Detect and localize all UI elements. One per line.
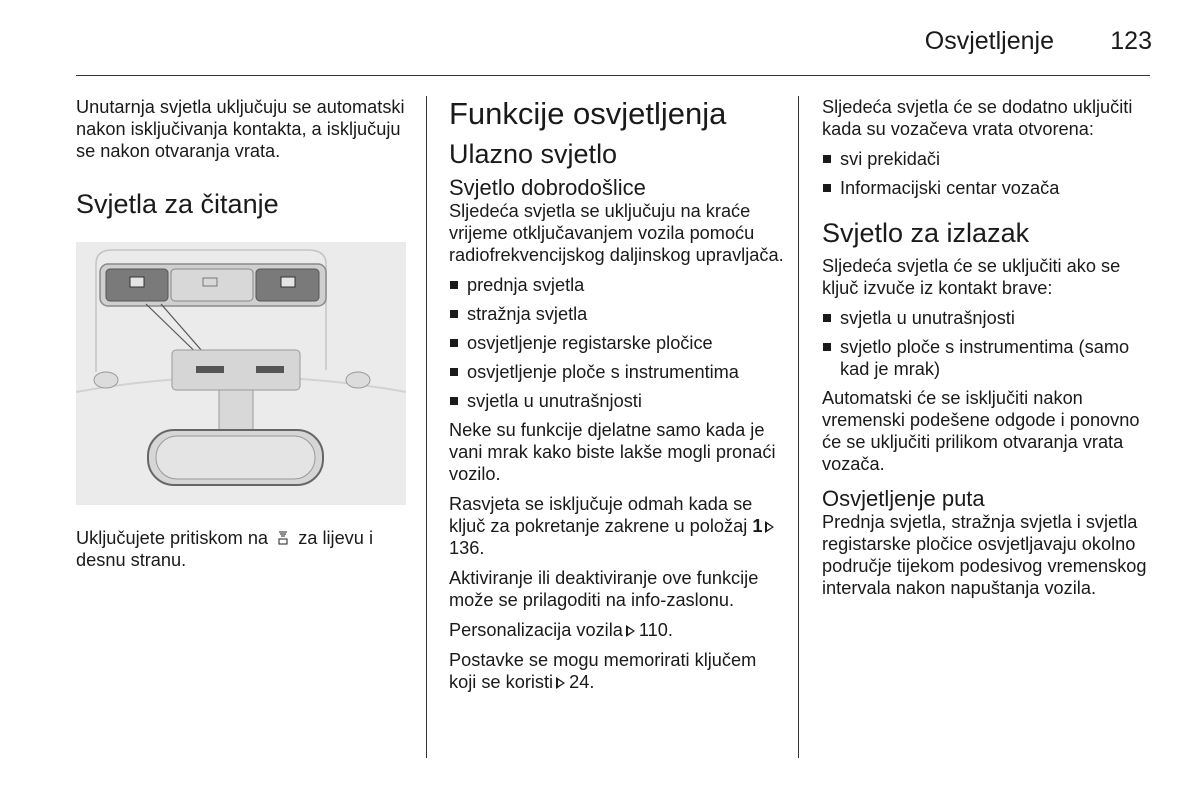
ignition-position: 1 xyxy=(752,516,763,536)
exit-light-heading: Svjetlo za izlazak xyxy=(822,218,1030,248)
page-number: 123 xyxy=(1110,27,1152,55)
reference-arrow-icon xyxy=(556,677,565,689)
dark-only-note: Neke su funkcije djelatne samo kada je vani mrak kako biste lakše mogli pronaći vozilo. xyxy=(449,420,776,484)
list-item: stražnja svjetla xyxy=(449,303,784,325)
page-reference: 136. xyxy=(449,538,485,558)
column-divider xyxy=(798,96,799,758)
welcome-light-text: Sljedeća svjetla se uključuju na kraće vrijeme otključavanjem vozila pomoću radiofrekvencijskog daljinskog upravljača. xyxy=(449,201,784,265)
caption-text-before: Uključujete pritiskom na xyxy=(76,528,269,548)
column-middle xyxy=(449,96,784,701)
exit-light-list xyxy=(822,307,1157,380)
column-divider xyxy=(426,96,427,758)
personalization-label: Personalizacija vozila xyxy=(449,620,623,640)
reference-arrow-icon xyxy=(626,625,635,637)
header-rule xyxy=(76,75,1150,76)
list-item: svjetlo ploče s instrumentima (samo kad je mrak) xyxy=(822,336,1157,380)
path-lighting-text: Prednja svjetla, stražnja svjetla i svjetla registarske pločice osvjetljavaju okolno područje tijekom podesivog vremenskog intervala nakon napuštanja vozila. xyxy=(822,512,1147,598)
page-reference: 110. xyxy=(638,620,673,640)
memory-settings-body: Postavke se mogu memorirati ključem koji se koristi xyxy=(449,650,757,692)
list-item: osvjetljenje ploče s instrumentima xyxy=(449,361,784,383)
page-reference: 24. xyxy=(569,672,595,692)
welcome-light-list xyxy=(449,274,784,412)
intro-paragraph: Unutarnja svjetla uključuju se automatski nakon isključivanja kontakta, a isključuju se nakon otvaranja vrata. xyxy=(76,97,405,161)
activation-text: Aktiviranje ili deaktiviranje ove funkcije može se prilagoditi na info-zaslonu. xyxy=(449,568,759,610)
welcome-light-heading: Svjetlo dobrodošlice xyxy=(449,175,646,200)
switch-off-text-body: Rasvjeta se isključuje odmah kada se ključ za pokretanje zakrene u položaj xyxy=(449,494,753,536)
reference-arrow-icon xyxy=(765,521,774,533)
page-header xyxy=(0,0,1200,80)
list-item: svjetla u unutrašnjosti xyxy=(822,307,1157,329)
lighting-functions-heading: Funkcije osvjetljenja xyxy=(449,96,727,131)
reading-lights-illustration xyxy=(76,242,406,505)
exit-light-text: Sljedeća svjetla će se uključiti ako se ključ izvuče iz kontakt brave: xyxy=(822,256,1121,298)
list-item: Informacijski centar vozača xyxy=(822,177,1157,199)
overhead-console-drawing xyxy=(76,242,406,505)
reading-lights-caption xyxy=(76,527,406,571)
list-item: osvjetljenje registarske pločice xyxy=(449,332,784,354)
page-header-title: Osvjetljenje xyxy=(924,27,1054,55)
list-item: prednja svjetla xyxy=(449,274,784,296)
switch-off-text xyxy=(449,493,784,559)
list-item: svi prekidači xyxy=(822,148,1157,170)
reading-lights-heading: Svjetla za čitanje xyxy=(76,189,279,219)
door-open-list xyxy=(822,148,1157,199)
column-left xyxy=(76,96,406,579)
memory-settings-text xyxy=(449,649,784,693)
caption-text-after: za lijevu i desnu stranu. xyxy=(76,528,373,570)
list-item: svjetla u unutrašnjosti xyxy=(449,390,784,412)
auto-off-text: Automatski će se isključiti nakon vremenski podešene odgode i ponovno će se uključiti prilikom otvaranja vrata vozača. xyxy=(822,388,1140,474)
personalization-text xyxy=(449,619,784,641)
path-lighting-heading: Osvjetljenje puta xyxy=(822,486,985,511)
reading-light-icon xyxy=(277,530,289,546)
door-open-text: Sljedeća svjetla će se dodatno uključiti kada su vozačeva vrata otvorena: xyxy=(822,97,1133,139)
column-right xyxy=(822,96,1157,607)
entry-light-heading: Ulazno svjetlo xyxy=(449,139,618,169)
